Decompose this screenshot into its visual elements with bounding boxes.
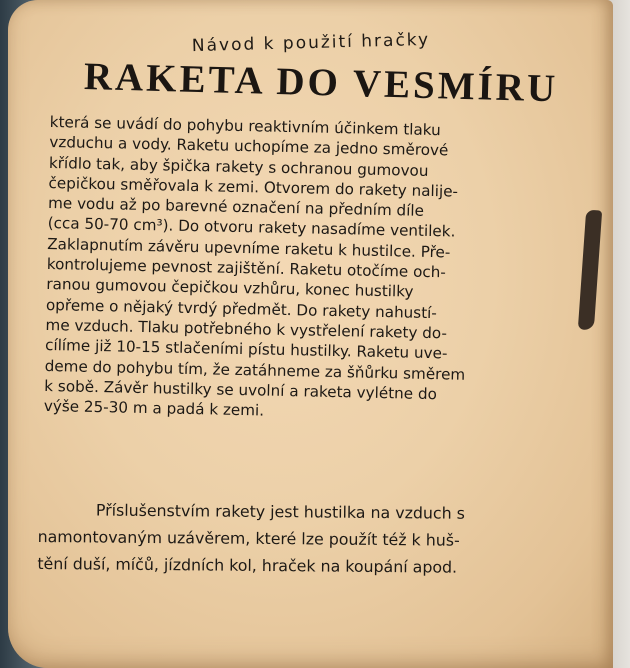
text-line: čepičkou směřovala k zemi. Otvorem do rakety nalije-	[48, 173, 459, 201]
text-line: cílíme již 10-15 stlačeními pístu hustilky. Raketu uve-	[44, 336, 448, 363]
instructions-paragraph	[44, 112, 570, 427]
text-line: opřeme o nějaký tvrdý předmět. Do rakety nahustí-	[45, 295, 438, 322]
text-line: me vzduch. Tlaku potřebného k vystřelení rakety do-	[45, 315, 448, 343]
text-line: k sobě. Závěr hustilky se uvolní a raketa vylétne do	[44, 376, 438, 404]
document-subtitle: Návod k použití hračky	[191, 29, 431, 57]
text-line: tění duší, míčů, jízdních kol, hraček na koupání apod.	[37, 553, 458, 577]
text-line: (cca 50-70 cm³). Do otvoru rakety nasadíme ventilek.	[47, 214, 456, 241]
text-line: křídlo tak, aby špička rakety s ochranou gumovou	[48, 153, 429, 180]
text-line: která se uvádí do pohybu reaktivním účinkem tlaku	[49, 112, 441, 140]
text-line: výše 25-30 m a padá k zemi.	[43, 397, 265, 420]
text-line: Zaklapnutím závěru upevníme raketu k hustilce. Pře-	[47, 234, 451, 262]
text-line: vzduchu a vody. Raketu uchopíme za jedno směrové	[49, 133, 449, 160]
text-line: deme do pohybu tím, že zatáhneme za šňůrku směrem	[44, 356, 466, 384]
text-line: ranou gumovou čepičkou vzhůru, konec hustilky	[46, 275, 414, 302]
text-line: kontrolujeme pevnost zajištění. Raketu otočíme och-	[46, 255, 446, 282]
accessories-paragraph	[37, 496, 578, 582]
text-line: me vodu až po barevné označení na předním díle	[47, 194, 425, 221]
text-line: Příslušenstvím rakety jest hustilka na vzduch s	[95, 500, 465, 523]
document-title: RAKETA DO VESMÍRU	[83, 54, 559, 111]
text-line: namontovaným uzávěrem, které lze použít též k huš-	[37, 526, 460, 550]
